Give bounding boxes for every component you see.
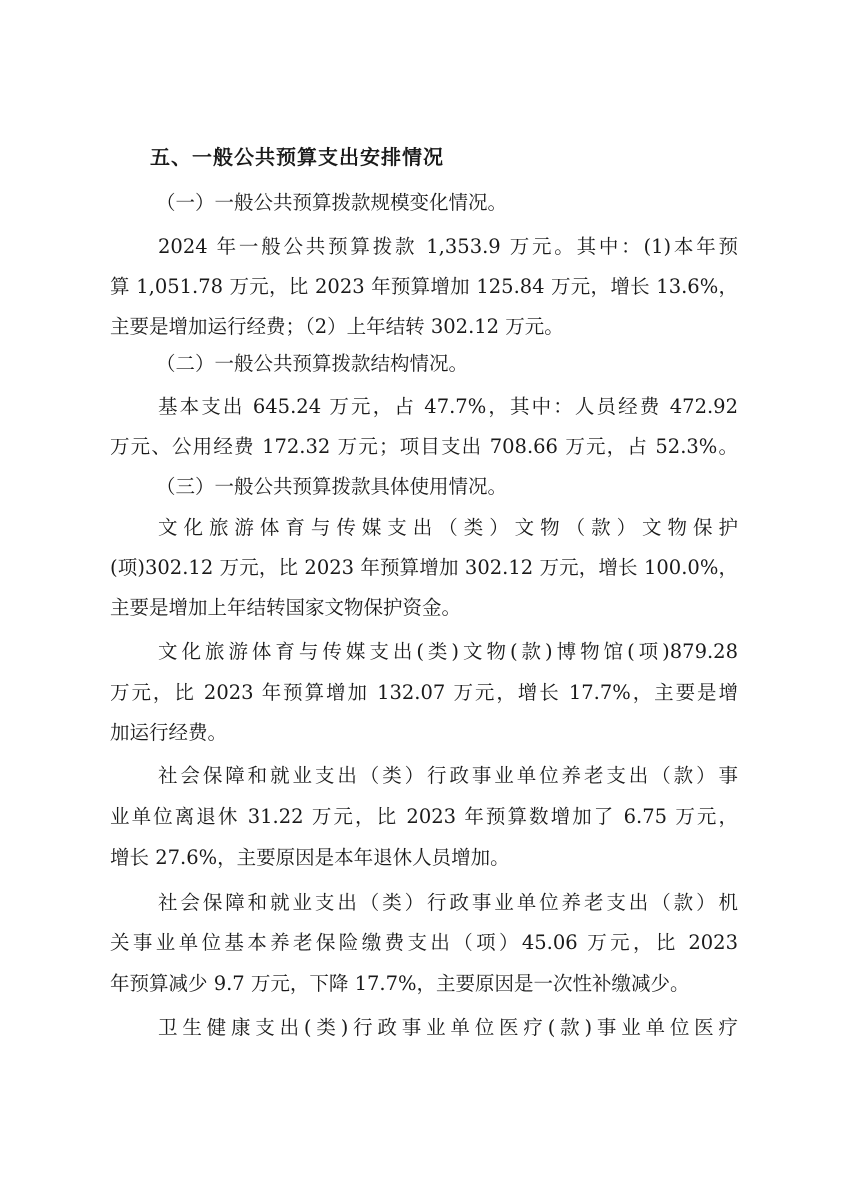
sub3-para4-line-2: 关事业单位基本养老保险缴费支出（项）45.06 万元，比 2023 [110,931,738,954]
sub2-line-2: 万元、公用经费 172.32 万元；项目支出 708.66 万元，占 52.3%。 [110,435,738,458]
sub3-para5-line-1: 卫生健康支出(类)行政事业单位医疗(款)事业单位医疗 [158,1016,738,1039]
sub1-title: （一）一般公共预算拨款规模变化情况。 [156,191,508,214]
sub1-line-2: 算 1,051.78 万元，比 2023 年预算增加 125.84 万元，增长 13.6%， [110,275,738,298]
sub1-line-3: 主要是增加运行经费；（2）上年结转 302.12 万元。 [110,315,564,338]
sub3-para2-line-2: 万元，比 2023 年预算增加 132.07 万元，增长 17.7%，主要是增 [110,681,738,704]
sub3-para3-line-1: 社会保障和就业支出（类）行政事业单位养老支出（款）事 [158,764,738,787]
section-title: 五、一般公共预算支出安排情况 [150,145,444,169]
sub3-para4-line-3: 年预算减少 9.7 万元，下降 17.7%，主要原因是一次性补缴减少。 [110,972,690,995]
sub3-para2-line-3: 加运行经费。 [110,721,228,744]
sub3-para1-line-3: 主要是增加上年结转国家文物保护资金。 [110,596,462,619]
sub2-title: （二）一般公共预算拨款结构情况。 [156,352,469,375]
sub1-line-1: 2024 年一般公共预算拨款 1,353.9 万元。其中：(1)本年预 [158,235,738,258]
sub3-para1-line-1: 文化旅游体育与传媒支出（类）文物（款）文物保护 [158,516,738,539]
sub3-para3-line-3: 增长 27.6%，主要原因是本年退休人员增加。 [110,846,510,869]
sub2-line-1: 基本支出 645.24 万元，占 47.7%，其中：人员经费 472.92 [158,395,738,418]
sub3-para2-line-1: 文化旅游体育与传媒支出(类)文物(款)博物馆(项)879.28 [158,640,738,663]
sub3-para3-line-2: 业单位离退休 31.22 万元，比 2023 年预算数增加了 6.75 万元， [110,805,738,828]
sub3-para1-line-2: (项)302.12 万元，比 2023 年预算增加 302.12 万元，增长 100.0%， [110,556,738,579]
sub3-para4-line-1: 社会保障和就业支出（类）行政事业单位养老支出（款）机 [158,891,738,914]
sub3-title: （三）一般公共预算拨款具体使用情况。 [156,475,508,498]
